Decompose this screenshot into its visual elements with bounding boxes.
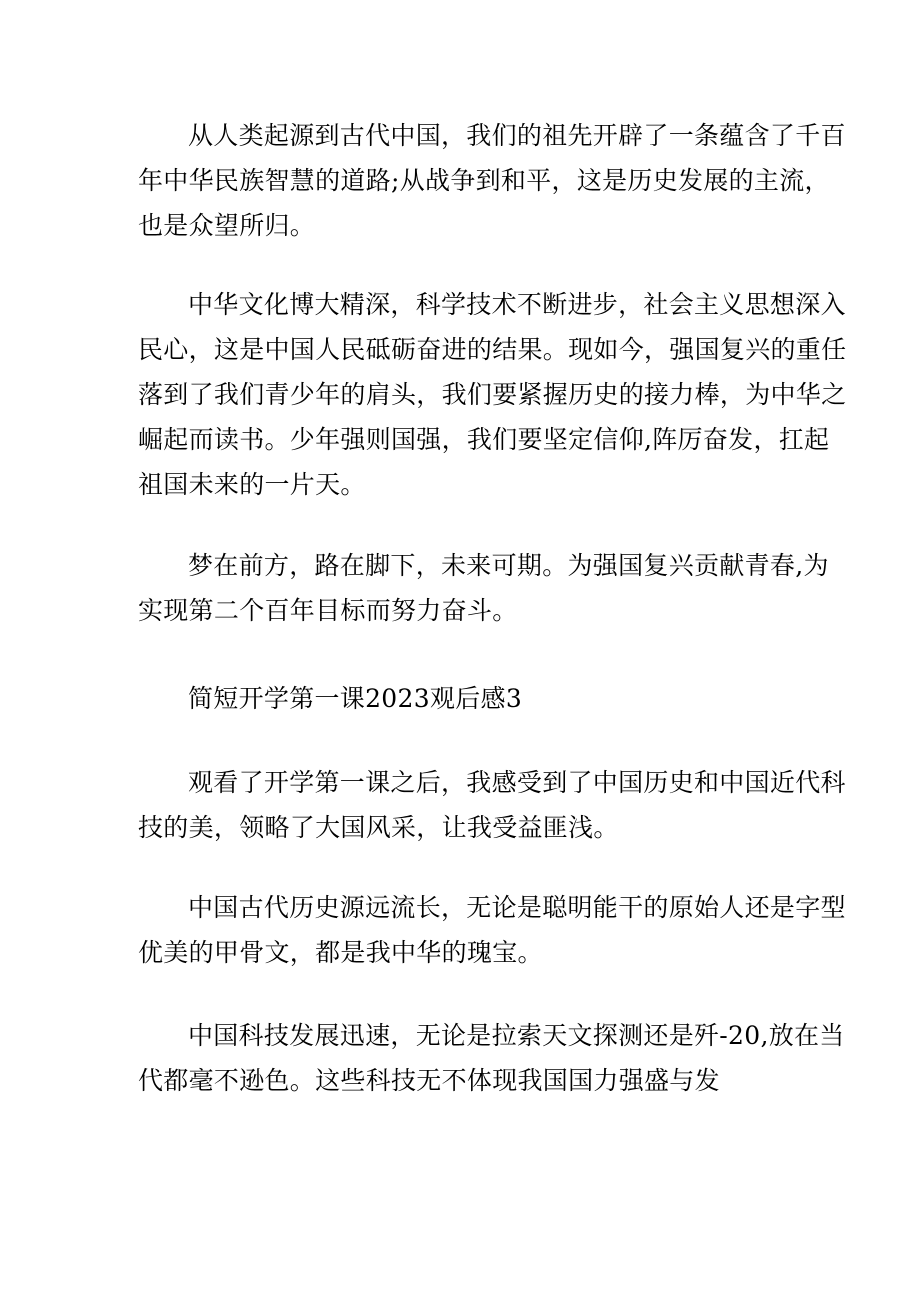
paragraph-4 xyxy=(138,760,846,850)
paragraph-3 xyxy=(138,543,829,633)
paragraph-5 xyxy=(138,885,846,975)
section-title: 简短开学第一课2023观后感3 xyxy=(188,684,523,713)
text-line: 中国科技发展迅速，无论是拉索天文探测还是歼-20,放在当 xyxy=(188,1021,845,1050)
text-line: 中国古代历史源远流长，无论是聪明能干的原始人还是字型 xyxy=(188,893,846,922)
text-line: 梦在前方，路在脚下，未来可期。为强国复兴贡献青春,为 xyxy=(188,551,829,580)
section-heading xyxy=(138,676,788,721)
paragraph-2 xyxy=(138,282,847,507)
text-line: 崛起而读书。少年强则国强，我们要坚定信仰,阵厉奋发，扛起 xyxy=(138,425,830,454)
text-line: 中华文化博大精深，科学技术不断进步，社会主义思想深入 xyxy=(188,290,846,319)
paragraph-6 xyxy=(138,1013,845,1103)
text-line: 技的美，领略了大国风采，让我受益匪浅。 xyxy=(138,813,619,842)
text-line: 年中华民族智慧的道路;从战争到和平，这是历史发展的主流， xyxy=(138,166,830,195)
text-line: 从人类起源到古代中国，我们的祖先开辟了一条蕴含了千百 xyxy=(188,121,846,150)
text-line: 优美的甲骨文，都是我中华的瑰宝。 xyxy=(138,938,543,967)
text-line: 观看了开学第一课之后，我感受到了中国历史和中国近代科 xyxy=(188,768,846,797)
text-line: 实现第二个百年目标而努力奋斗。 xyxy=(138,596,518,625)
text-line: 落到了我们青少年的肩头，我们要紧握历史的接力棒，为中华之 xyxy=(138,380,847,409)
paragraph-1 xyxy=(138,113,846,248)
text-line: 也是众望所归。 xyxy=(138,211,316,240)
text-line: 民心，这是中国人民砥砺奋进的结果。现如今，强国复兴的重任 xyxy=(138,335,847,364)
text-line: 祖国未来的一片天。 xyxy=(138,470,366,499)
text-line: 代都毫不逊色。这些科技无不体现我国国力强盛与发 xyxy=(138,1066,720,1095)
